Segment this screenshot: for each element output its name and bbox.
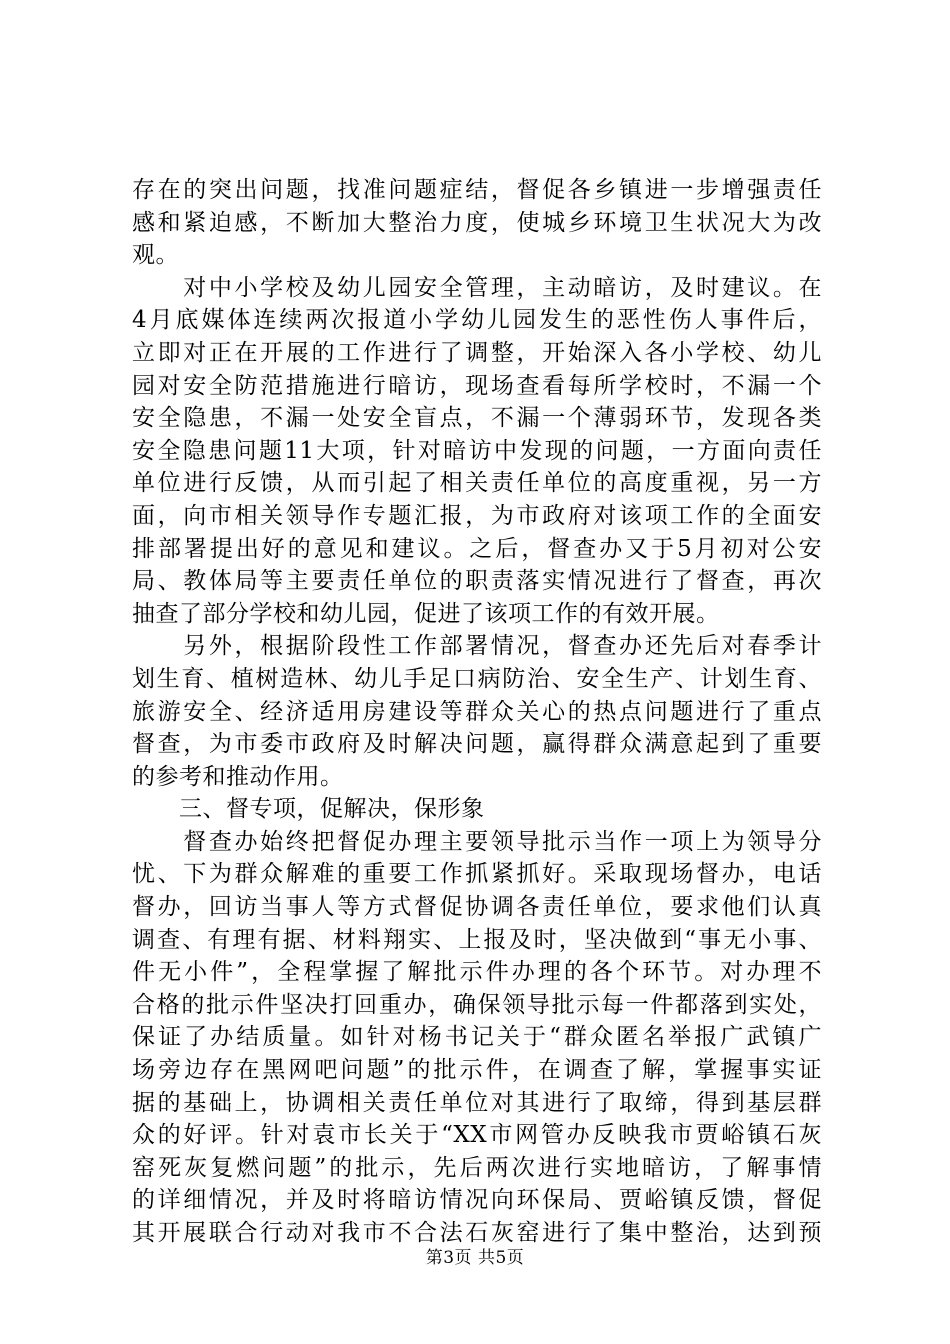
text-line: 安全隐患问题11大项，针对暗访中发现的问题，一方面向责任 [132,437,822,464]
text-line: 众的好评。针对袁市长关于“XX市网管办反映我市贾峪镇石灰 [132,1122,822,1149]
page-footer [0,1247,950,1269]
text-line: 面，向市相关领导作专题汇报，为市政府对该项工作的全面安 [132,502,822,529]
text-line: 件无小件”，全程掌握了解批示件办理的各个环节。对办理不 [132,959,822,986]
text-line: 观。 [132,242,179,269]
text-line: 4月底媒体连续两次报道小学幼儿园发生的恶性伤人事件后， [132,307,822,334]
text-line: 局、教体局等主要责任单位的职责落实情况进行了督查，再次 [132,568,822,595]
text-line: 忧、下为群众解难的重要工作抓紧抓好。采取现场督办，电话 [132,861,822,888]
text-line: 安全隐患，不漏一处安全盲点，不漏一个薄弱环节，发现各类 [132,405,822,432]
text-line: 其开展联合行动对我市不合法石灰窑进行了集中整治，达到预 [132,1220,822,1246]
text-line: 园对安全防范措施进行暗访，现场查看每所学校时，不漏一个 [132,372,822,399]
text-line: 的参考和推动作用。 [132,763,344,790]
text-line: 督查办始终把督促办理主要领导批示当作一项上为领导分 [132,828,822,855]
text-line: 督查，为市委市政府及时解决问题，赢得群众满意起到了重要 [132,731,822,758]
text-line: 督办，回访当事人等方式督促协调各责任单位，要求他们认真 [132,894,822,921]
text-line: 合格的批示件坚决打回重办，确保领导批示每一件都落到实处， [132,991,822,1018]
text-line: 据的基础上，协调相关责任单位对其进行了取缔，得到基层群 [132,1089,822,1116]
document-body [132,174,822,1250]
text-line: 场旁边存在黑网吧问题”的批示件，在调查了解，掌握事实证 [132,1057,822,1084]
text-line: 三、督专项，促解决，保形象 [132,796,485,823]
text-line: 存在的突出问题，找准问题症结，督促各乡镇进一步增强责任 [132,177,822,203]
text-line: 感和紧迫感，不断加大整治力度，使城乡环境卫生状况大为改 [132,209,822,236]
page-number: 第3页 共5页 [425,1248,525,1268]
text-line: 立即对正在开展的工作进行了调整，开始深入各小学校、幼儿 [132,339,822,366]
text-line: 旅游安全、经济适用房建设等群众关心的热点问题进行了重点 [132,698,822,725]
text-line: 另外，根据阶段性工作部署情况，督查办还先后对春季计 [132,633,822,660]
text-line: 抽查了部分学校和幼儿园，促进了该项工作的有效开展。 [132,600,720,627]
text-line: 保证了办结质量。如针对杨书记关于“群众匿名举报广武镇广 [132,1024,822,1051]
text-line: 的详细情况，并及时将暗访情况向环保局、贾峪镇反馈，督促 [132,1187,822,1214]
text-line: 对中小学校及幼儿园安全管理，主动暗访，及时建议。在 [132,274,822,301]
text-line: 单位进行反馈，从而引起了相关责任单位的高度重视，另一方 [132,470,822,497]
text-line: 划生育、植树造林、幼儿手足口病防治、安全生产、计划生育、 [132,665,822,692]
text-line: 排部署提出好的意见和建议。之后，督查办又于5月初对公安 [132,535,822,562]
text-line: 窑死灰复燃问题”的批示，先后两次进行实地暗访，了解事情 [132,1154,822,1181]
text-line: 调查、有理有据、材料翔实、上报及时，坚决做到“事无小事、 [132,926,822,953]
